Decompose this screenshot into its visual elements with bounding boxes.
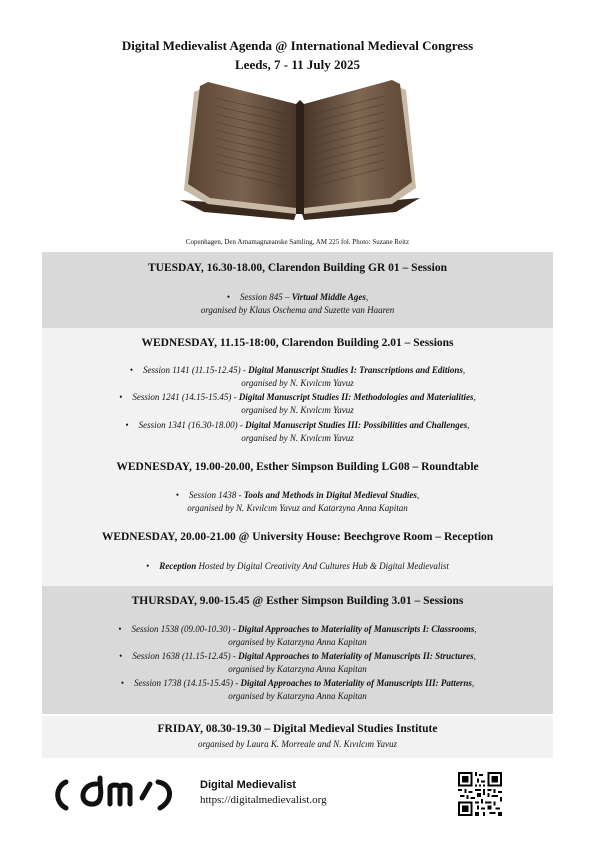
- bullet-icon: •: [129, 365, 133, 375]
- session-organiser: organised by Katarzyna Anna Kapitan: [228, 637, 367, 647]
- session-suffix: ,: [462, 365, 466, 375]
- session-heading: WEDNESDAY, 20.00-21.00 @ University House: Beechgrove Room – Reception: [101, 531, 494, 543]
- session-heading: WEDNESDAY, 19.00-20.00, Esther Simpson Building LG08 – Roundtable: [116, 461, 479, 473]
- session-title: Digital Approaches to Materiality of Manuscripts III: Patterns: [240, 678, 472, 688]
- session-item: [42, 560, 553, 573]
- session-number: Session 1438 -: [188, 490, 244, 500]
- digital-medievalist-logo: [50, 774, 190, 814]
- session-suffix: ,: [473, 392, 476, 402]
- title-line-1: Digital Medievalist Agenda @ International Medieval Congress: [121, 38, 474, 53]
- session-organiser: organised by Klaus Oschema and Suzette van Haaren: [200, 305, 395, 315]
- title-line-2: Leeds, 7 - 11 July 2025: [235, 57, 360, 72]
- session-heading: TUESDAY, 16.30-18.00, Clarendon Building GR 01 – Session: [148, 262, 447, 274]
- session-item: [42, 391, 553, 404]
- session-heading: THURSDAY, 9.00-15.45 @ Esther Simpson Building 3.01 – Sessions: [131, 595, 464, 607]
- bullet-icon: •: [120, 678, 124, 688]
- session-title: Digital Manuscript Studies III: Possibilities and Challenges: [245, 420, 468, 430]
- manuscript-book-image: [174, 80, 426, 222]
- session-number: Session 1341 (16.30-18.00) -: [138, 420, 246, 430]
- session-title: Digital Manuscript Studies I: Transcriptions and Editions: [248, 365, 463, 375]
- qr-code-icon[interactable]: [458, 772, 502, 816]
- session-item: [42, 419, 553, 432]
- page-title: [0, 36, 595, 74]
- footer-website-link[interactable]: https://digitalmedievalist.org: [200, 794, 327, 806]
- bullet-icon: •: [119, 392, 123, 402]
- session-suffix: Hosted by Digital Creativity And Cultures Hub & Digital Medievalist: [196, 561, 449, 571]
- session-item: [42, 677, 553, 690]
- session-number: Session 1738 (14.15-15.45) -: [133, 678, 241, 688]
- session-organiser: organised by N. Kıvılcım Yavuz: [241, 433, 354, 443]
- session-block-wednesday: [42, 328, 553, 452]
- session-block-reception: [42, 522, 553, 586]
- session-organiser: organised by Katarzyna Anna Kapitan: [228, 664, 367, 674]
- session-item: [42, 291, 553, 304]
- session-heading: WEDNESDAY, 11.15-18:00, Clarendon Building 2.01 – Sessions: [141, 337, 454, 349]
- session-suffix: ,: [471, 678, 475, 688]
- session-title: Reception: [159, 561, 197, 571]
- session-title: Digital Approaches to Materiality of Manuscripts II: Structures: [238, 651, 474, 661]
- session-item: [42, 364, 553, 377]
- session-suffix: ,: [467, 420, 470, 430]
- session-title: Tools and Methods in Digital Medieval Studies: [243, 490, 417, 500]
- session-title: Digital Approaches to Materiality of Manuscripts I: Classrooms: [237, 624, 475, 634]
- session-organiser: organised by N. Kıvılcım Yavuz and Katarzyna Anna Kapitan: [187, 503, 408, 513]
- bullet-icon: •: [175, 490, 179, 500]
- bullet-icon: •: [226, 292, 230, 302]
- session-item: [42, 623, 553, 636]
- session-block-tuesday: [42, 252, 553, 328]
- session-number: Session 1538 (09.00-10.30) -: [131, 624, 238, 634]
- session-organiser: organised by Laura K. Morreale and N. Kıvılcım Yavuz: [197, 739, 397, 749]
- bullet-icon: •: [125, 420, 129, 430]
- session-number: Session 845 –: [239, 292, 292, 302]
- session-organiser: organised by Katarzyna Anna Kapitan: [228, 691, 367, 701]
- photo-caption: Copenhagen, Den Arnamagnæanske Samling, AM 225 fol. Photo: Suzane Reitz: [185, 238, 410, 246]
- session-suffix: ,: [474, 624, 477, 634]
- session-block-friday: [42, 716, 553, 758]
- session-block-roundtable: [42, 452, 553, 522]
- session-organiser: organised by N. Kıvılcım Yavuz: [241, 378, 354, 388]
- session-suffix: ,: [416, 490, 420, 500]
- session-number: Session 1141 (11.15-12.45) -: [143, 365, 249, 375]
- session-item: [42, 650, 553, 663]
- bullet-icon: •: [146, 561, 150, 571]
- session-suffix: ,: [473, 651, 476, 661]
- session-organiser: organised by N. Kıvılcım Yavuz: [241, 405, 354, 415]
- session-title: Digital Manuscript Studies II: Methodologies and Materialities: [238, 392, 474, 402]
- session-item: [42, 489, 553, 502]
- session-title: Virtual Middle Ages: [291, 292, 366, 302]
- session-number: Session 1638 (11.15-12.45) -: [132, 651, 239, 661]
- session-heading: FRIDAY, 08.30-19.30 – Digital Medieval Studies Institute: [157, 723, 438, 735]
- session-block-thursday: [42, 586, 553, 714]
- footer-organisation-name: Digital Medievalist: [200, 779, 296, 791]
- session-number: Session 1241 (14.15-15.45) -: [132, 392, 239, 402]
- bullet-icon: •: [119, 651, 123, 661]
- session-suffix: ,: [365, 292, 369, 302]
- bullet-icon: •: [118, 624, 122, 634]
